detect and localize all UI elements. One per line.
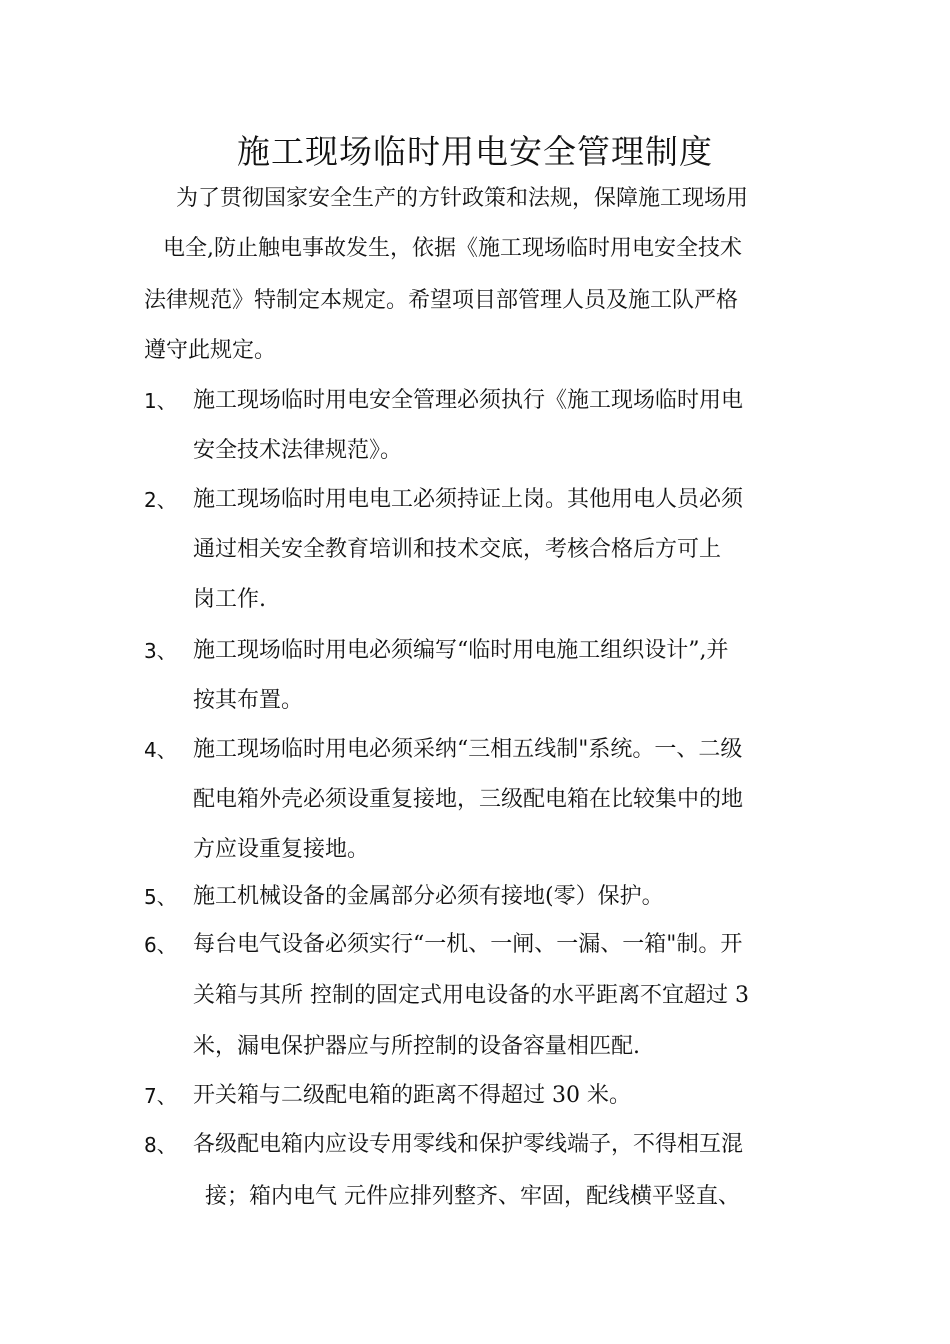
item-line: 施工机械设备的金属部分必须有接地(零）保护。 (193, 884, 664, 909)
item-line: 安全技术法律规范》。 (193, 438, 403, 463)
item-number: 2、 (144, 488, 177, 512)
item-line: 每台电气设备必须实行“一机、一闸、一漏、一箱"制。开 (193, 932, 743, 957)
document-title: 施工现场临时用电安全管理制度 (237, 132, 713, 171)
item-line: 开关箱与二级配电箱的距离不得超过 30 米。 (193, 1083, 631, 1108)
item-line: 配电箱外壳必须设重复接地，三级配电箱在比较集中的地 (193, 787, 744, 812)
item-line: 施工现场临时用电必须采纳“三相五线制"系统。一、二级 (193, 737, 743, 762)
intro-line: 遵守此规定。 (144, 338, 277, 363)
item-line: 施工现场临时用电电工必须持证上岗。其他用电人员必须 (193, 487, 744, 512)
item-line: 通过相关安全教育培训和技术交底，考核合格后方可上 (193, 537, 722, 562)
item-line: 岗工作. (193, 587, 266, 612)
intro-line: 为了贯彻国家安全生产的方针政策和法规，保障施工现场用 (176, 186, 749, 211)
item-line: 各级配电箱内应设专用零线和保护零线端子，不得相互混 (193, 1132, 744, 1157)
item-line: 米，漏电保护器应与所控制的设备容量相匹配. (193, 1034, 640, 1059)
item-line: 施工现场临时用电安全管理必须执行《施工现场临时用电 (193, 388, 744, 413)
item-line: 关箱与其所 控制的固定式用电设备的水平距离不宜超过 3 (193, 983, 749, 1008)
intro-line: 法律规范》特制定本规定。希望项目部管理人员及施工队严格 (144, 288, 739, 313)
item-line: 接；箱内电气 元件应排列整齐、牢固，配线横平竖直、 (205, 1184, 740, 1209)
item-number: 6、 (144, 933, 177, 957)
item-line: 方应设重复接地。 (193, 837, 370, 862)
item-number: 3、 (144, 639, 177, 663)
item-number: 5、 (144, 885, 177, 909)
item-number: 4、 (144, 738, 177, 762)
item-line: 按其布置。 (193, 688, 304, 713)
intro-line: 电全,防止触电事故发生，依据《施工现场临时用电安全技术 (163, 236, 742, 261)
item-line: 施工现场临时用电必须编写“临时用电施工组织设计”,并 (193, 638, 729, 663)
item-number: 8、 (144, 1133, 177, 1157)
item-number: 7、 (144, 1084, 177, 1108)
item-number: 1、 (144, 389, 177, 413)
